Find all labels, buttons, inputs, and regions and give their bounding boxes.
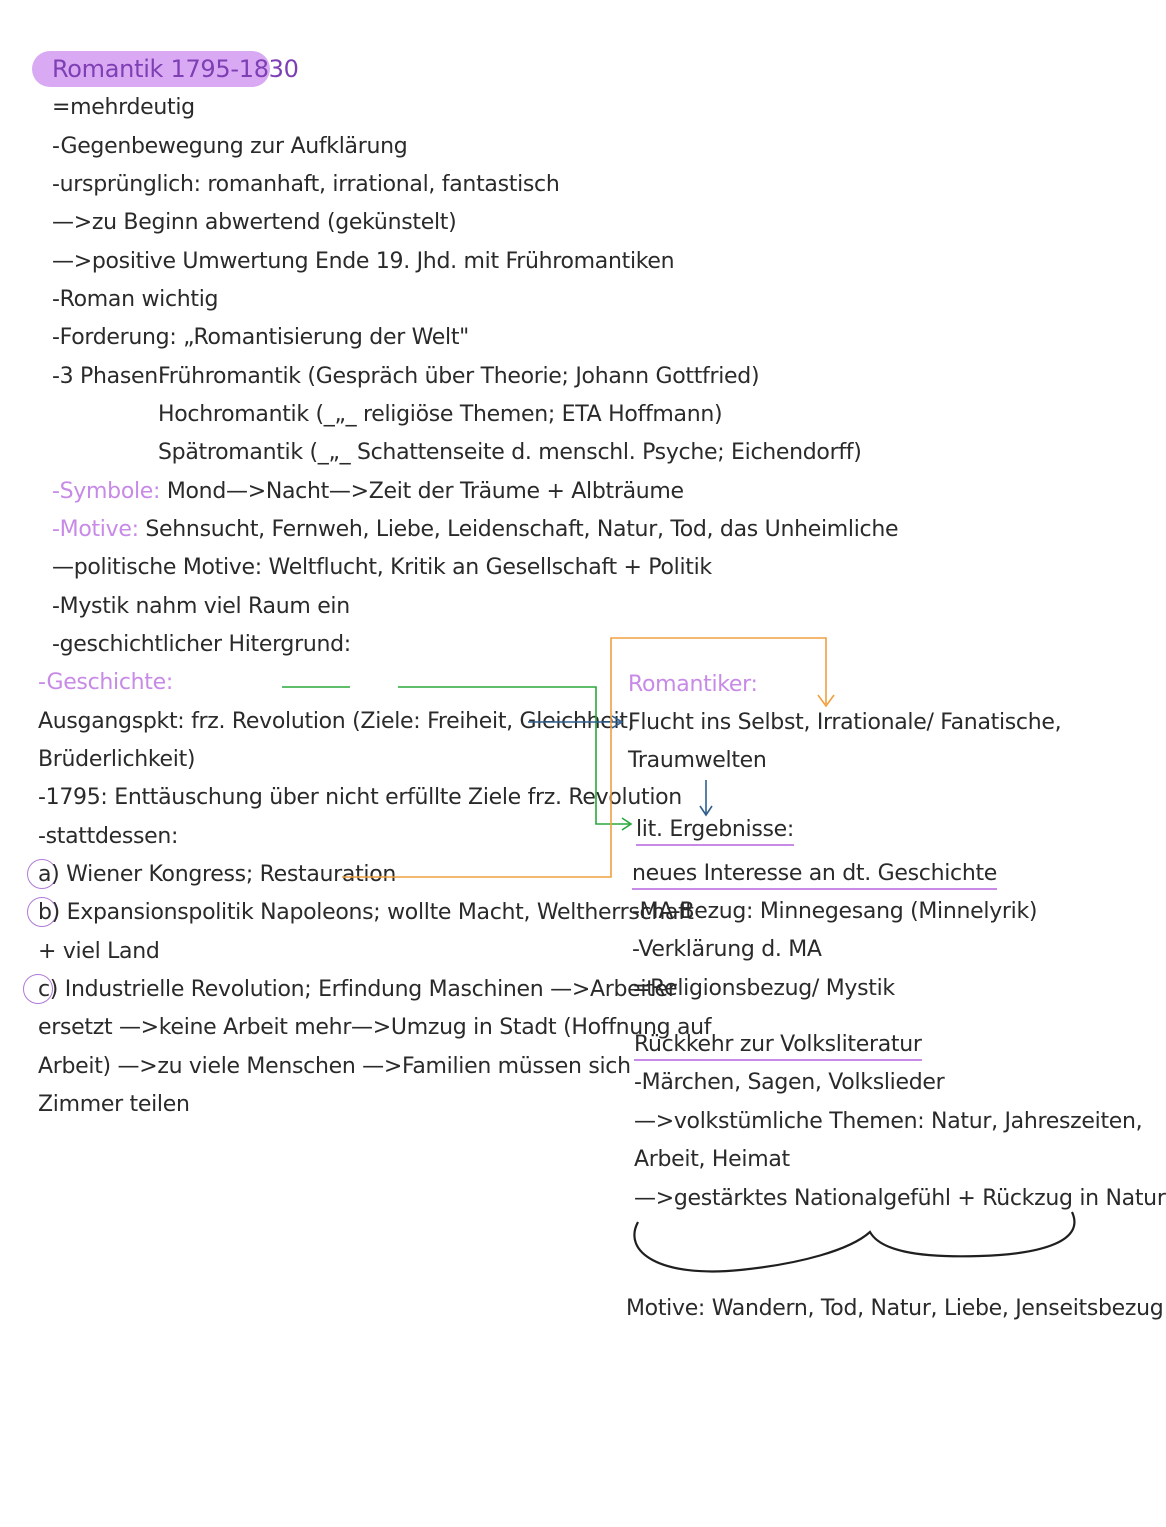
text-line: -Forderung: „Romantisierung der Welt" — [52, 325, 469, 350]
phase-1: Frühromantik (Gespräch über Theorie; Johann Gottfried) — [158, 364, 760, 389]
green-arrow — [282, 687, 631, 830]
text-line: -ursprünglich: romanhaft, irrational, fantastisch — [52, 172, 560, 197]
summary-line: Motive: Wandern, Tod, Natur, Liebe, Jenseitsbezug — [626, 1296, 1164, 1321]
blue-arrow — [528, 716, 712, 815]
text-line: -Roman wichtig — [52, 287, 219, 312]
item-a-marker: a) — [38, 862, 60, 887]
item-b-text: Expansionspolitik Napoleons; wollte Macht, Weltherrschaft — [66, 900, 694, 925]
text-line: -Gegenbewegung zur Aufklärung — [52, 134, 408, 159]
text-line: —politische Motive: Weltflucht, Kritik an Gesellschaft + Politik — [52, 555, 712, 580]
symbole-text: Mond—>Nacht—>Zeit der Träume + Albträume — [166, 479, 684, 504]
subheading-text: neues Interesse an dt. Geschichte — [632, 861, 997, 890]
text-line: -1795: Enttäuschung über nicht erfüllte Ziele frz. Revolution — [38, 785, 682, 810]
item-a-text: Wiener Kongress; Restauration — [66, 862, 397, 887]
symbole-label: -Symbole: — [52, 479, 161, 504]
text-line: Arbeit, Heimat — [634, 1147, 790, 1172]
subheading-text: Rückkehr zur Volksliteratur — [634, 1032, 922, 1061]
text-line: —>volkstümliche Themen: Natur, Jahreszeiten, — [634, 1109, 1143, 1134]
curly-brace — [634, 1212, 1074, 1271]
motive-text: Sehnsucht, Fernweh, Liebe, Leidenschaft, Natur, Tod, das Unheimliche — [145, 517, 899, 542]
phases-label: -3 Phasen: — [52, 364, 165, 389]
motive-label: -Motive: — [52, 517, 139, 542]
text-line: Traumwelten — [628, 748, 767, 773]
text-line: =Religionsbezug/ Mystik — [632, 976, 895, 1001]
orange-arrow — [342, 638, 834, 877]
text-line: -Verklärung d. MA — [632, 937, 822, 962]
ergebnisse-heading-text: lit. Ergebnisse: — [636, 817, 794, 846]
text-line: ersetzt —>keine Arbeit mehr—>Umzug in Stadt (Hoffnung auf — [38, 1015, 712, 1040]
text-line: -Märchen, Sagen, Volkslieder — [634, 1070, 945, 1095]
text-line: Flucht ins Selbst, Irrationale/ Fanatische, — [628, 710, 1062, 735]
text-line: -Mystik nahm viel Raum ein — [52, 594, 350, 619]
text-line: Brüderlichkeit) — [38, 747, 196, 772]
phase-2: Hochromantik (_„_ religiöse Themen; ETA Hoffmann) — [158, 402, 723, 427]
text-line: -MA-Bezug: Minnegesang (Minnelyrik) — [632, 899, 1038, 924]
text-line: Zimmer teilen — [38, 1092, 190, 1117]
text-line: Ausgangspkt: frz. Revolution (Ziele: Freiheit, Gleichheit, — [38, 709, 635, 734]
text-line: -stattdessen: — [38, 824, 179, 849]
text-line: + viel Land — [38, 939, 160, 964]
text-line: =mehrdeutig — [52, 95, 195, 120]
page-title: Romantik 1795-1830 — [52, 55, 299, 83]
phase-3: Spätromantik (_„_ Schattenseite d. menschl. Psyche; Eichendorff) — [158, 440, 862, 465]
text-line: —>zu Beginn abwertend (gekünstelt) — [52, 210, 457, 235]
text-line: —>positive Umwertung Ende 19. Jhd. mit Frühromantiken — [52, 249, 675, 274]
geschichte-heading: -Geschichte: — [38, 670, 173, 695]
item-c-text: Industrielle Revolution; Erfindung Maschinen —>Arbeiter — [64, 977, 677, 1002]
text-line: Arbeit) —>zu viele Menschen —>Familien müssen sich — [38, 1054, 631, 1079]
romantiker-heading: Romantiker: — [628, 672, 758, 697]
text-line: —>gestärktes Nationalgefühl + Rückzug in Natur — [634, 1186, 1166, 1211]
item-b-marker: b) — [38, 900, 60, 925]
text-line: -geschichtlicher Hitergrund: — [52, 632, 351, 657]
item-c-marker: c) — [38, 977, 59, 1002]
